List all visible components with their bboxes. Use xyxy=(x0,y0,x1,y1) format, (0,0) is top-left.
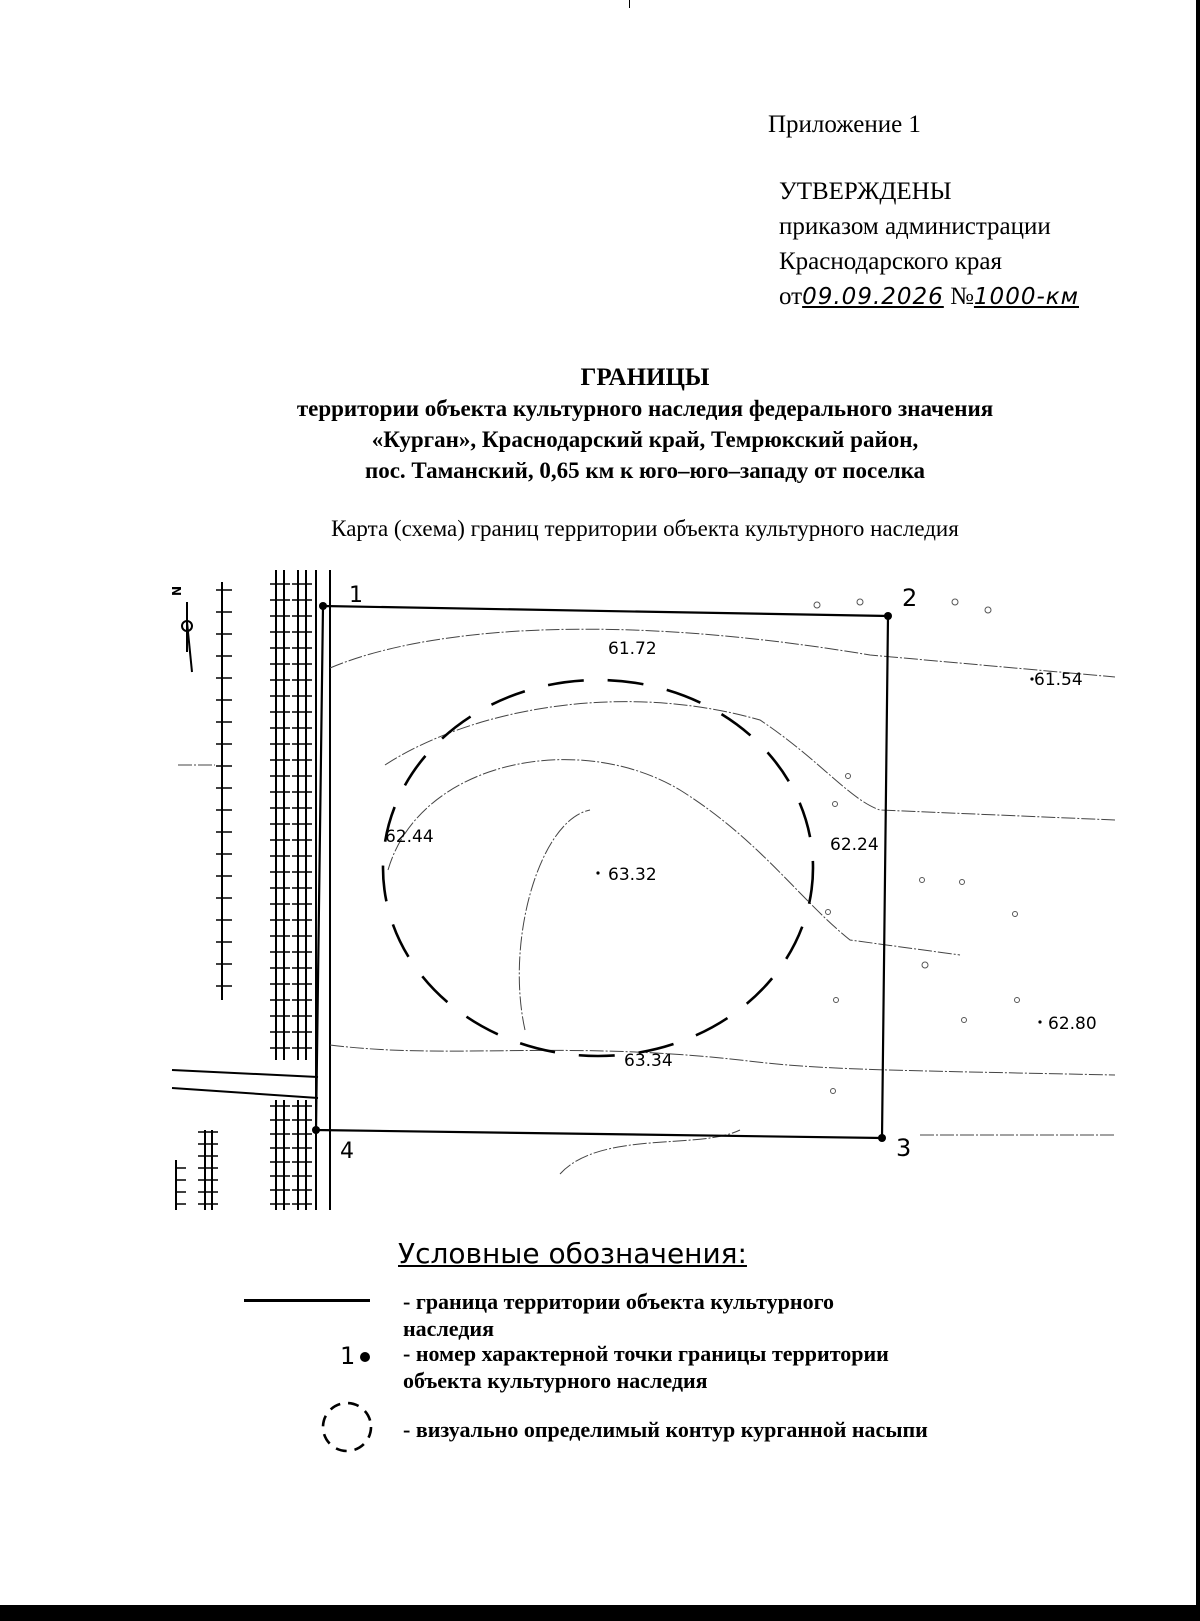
elevation-62-24: 62.24 xyxy=(830,835,879,855)
number-prefix: № xyxy=(950,283,974,310)
elevation-62-80: 62.80 xyxy=(1048,1014,1097,1034)
map-caption: Карта (схема) границ территории объекта культурного наследия xyxy=(331,516,959,541)
title-line-3: пос. Таманский, 0,65 км к юго–юго–западу от поселка xyxy=(364,458,926,483)
mound-contour xyxy=(383,680,813,1056)
point-4 xyxy=(312,1126,320,1134)
appendix-label: Приложение 1 xyxy=(768,111,921,138)
handwritten-date: 09.09.2026 xyxy=(802,284,944,310)
north-label: N xyxy=(170,585,184,596)
legend-item-boundary: - граница территории объекта культурного наследия xyxy=(403,1289,835,1341)
point-label-1: 1 xyxy=(349,583,363,608)
title-line-2: «Курган», Краснодарский край, Темрюкский район, xyxy=(371,427,919,452)
title-line-1: территории объекта культурного наследия федерального значения xyxy=(296,396,994,421)
approved-date-line xyxy=(779,279,1079,315)
scan-bottom-edge xyxy=(0,1605,1200,1621)
point-1 xyxy=(319,602,327,610)
approved-line-1: приказом администрации xyxy=(779,213,1051,240)
legend-boundary-line xyxy=(244,1299,370,1302)
point-2 xyxy=(884,612,892,620)
elevation-63-32: 63.32 xyxy=(608,865,657,885)
legend-title: Условные обозначения: xyxy=(398,1237,747,1270)
date-prefix: от xyxy=(779,283,803,310)
document-title xyxy=(0,362,1200,486)
road-hatching xyxy=(176,584,312,1204)
boundary-map xyxy=(0,570,1200,1210)
legend-point-marker: 1 xyxy=(340,1342,370,1370)
point-label-2: 2 xyxy=(902,584,918,612)
elevation-61-54: 61.54 xyxy=(1034,670,1083,690)
legend-item-mound: - визуально определимый контур курганной насыпи xyxy=(403,1417,928,1442)
approval-block xyxy=(779,174,1079,315)
scan-edge-mark xyxy=(629,0,630,8)
handwritten-number: 1000-км xyxy=(973,284,1079,310)
approved-heading: УТВЕРЖДЕНЫ xyxy=(779,178,952,205)
north-arrow xyxy=(170,586,192,672)
legend-item-point: - номер характерной точки границы территории объекта культурного наследия xyxy=(403,1341,889,1393)
elevation-61-72: 61.72 xyxy=(608,639,657,659)
legend-point-dot xyxy=(360,1352,370,1362)
elevation-63-34: 63.34 xyxy=(624,1051,673,1071)
point-label-3: 3 xyxy=(896,1134,912,1162)
approved-line-2: Краснодарского края xyxy=(779,248,1002,275)
road-strips xyxy=(172,570,330,1210)
point-label-4: 4 xyxy=(340,1139,354,1164)
legend-mound-symbol xyxy=(318,1398,376,1456)
territory-boundary xyxy=(316,606,888,1138)
elevation-62-44: 62.44 xyxy=(385,827,434,847)
point-3 xyxy=(878,1134,886,1142)
title-main: ГРАНИЦЫ xyxy=(580,364,710,391)
